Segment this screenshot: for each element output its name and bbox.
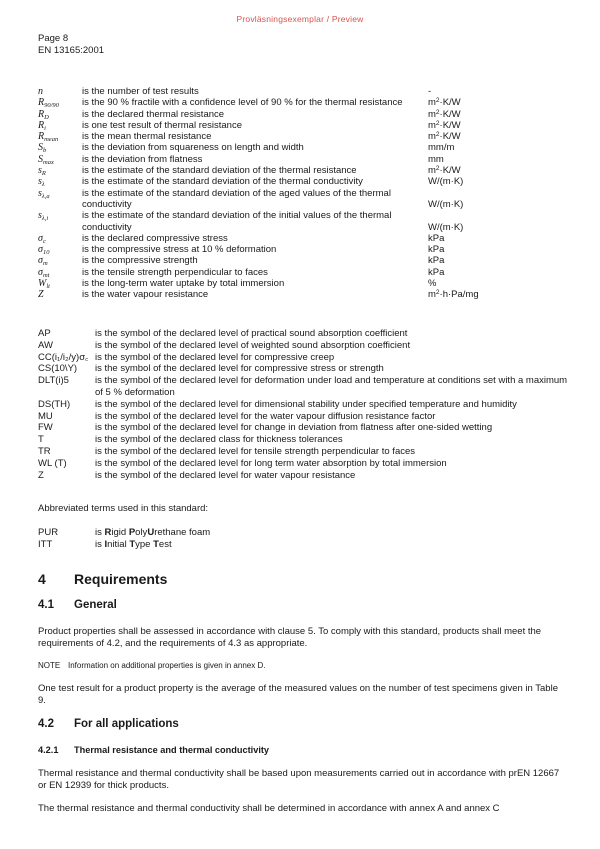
symbol: $s_{\lambda,a}$	[38, 187, 50, 200]
symbol-description: is the estimate of the standard deviation of the thermal resistance	[82, 165, 357, 177]
symbol-subscript: c	[42, 237, 46, 245]
section-heading-4-2-1	[38, 745, 269, 755]
paragraph-thermal-determination: The thermal resistance and thermal conductivity shall be determined in accordance with annex A and annex C	[38, 803, 500, 814]
symbol-unit: kPa	[428, 244, 445, 256]
symbol-description: is the water vapour resistance	[82, 289, 209, 301]
symbol-subscript: i	[44, 124, 46, 132]
symbol-row	[38, 188, 568, 211]
symbol-description: is the declared thermal resistance	[82, 108, 225, 120]
level-symbol: TR	[38, 445, 51, 457]
symbol-description: is the compressive strength	[82, 255, 198, 267]
level-description: is the symbol of the declared level for tensile strength perpendicular to faces	[95, 445, 416, 457]
symbol: $\sigma_{10}$	[38, 244, 50, 257]
unit-superscript: 2	[435, 165, 440, 173]
symbol-row	[38, 255, 568, 266]
note-text: Information on additional properties is given in annex D.	[68, 661, 266, 670]
level-symbol: MU	[38, 410, 53, 422]
section-number: 4	[38, 571, 46, 587]
level-row	[38, 375, 568, 399]
symbol-unit: -	[428, 86, 432, 97]
section-heading-4-1	[38, 599, 117, 611]
symbol-unit: %	[428, 278, 437, 290]
symbol: n	[38, 86, 43, 97]
symbol-unit: $m^2\cdot K/W$	[428, 165, 461, 177]
symbol-description: is the estimate of the standard deviation of the initial values of the thermal conductivity	[82, 210, 392, 233]
symbol: $\sigma_c$	[38, 232, 46, 245]
symbol-unit: kPa	[428, 255, 445, 267]
note	[38, 661, 265, 670]
page-header	[38, 33, 104, 56]
symbol-description: is the declared compressive stress	[82, 232, 228, 244]
symbol-subscript: max	[43, 158, 54, 166]
unit-superscript: 2	[435, 108, 440, 116]
symbol-row	[38, 289, 568, 300]
level-row	[38, 434, 568, 446]
standard-id: EN 13165:2001	[38, 44, 105, 56]
symbol-description: is one test result of thermal resistance	[82, 119, 242, 131]
level-row	[38, 328, 568, 340]
level-symbol: DS(TH)	[38, 398, 71, 410]
level-description: is the symbol of the declared level for compressive creep	[95, 351, 335, 363]
symbol: $R_{90/90}$	[38, 97, 59, 110]
symbol-row	[38, 97, 568, 108]
initial-letter: T	[129, 538, 136, 550]
note-label: NOTE	[38, 661, 61, 670]
level-symbol: CC(i₁/i₂/y)σ꜀	[38, 351, 89, 363]
level-description: is the symbol of the declared class for thickness tolerances	[95, 434, 343, 446]
symbol: $s_R$	[38, 165, 46, 178]
abbreviation-row	[38, 539, 210, 551]
level-description: is the symbol of the declared level for dimensional stability under specified temperature and humidity	[95, 398, 517, 410]
symbol-row	[38, 233, 568, 244]
page-number: Page 8	[38, 33, 69, 44]
symbol-unit: W/(m·K)	[428, 198, 464, 210]
symbol-subscript: 90/90	[44, 102, 59, 110]
symbol: $\sigma_{mt}$	[38, 266, 50, 279]
symbol-description: is the estimate of the standard deviation of the aged values of the thermal conductivity	[82, 187, 391, 210]
level-row	[38, 446, 568, 458]
unit-superscript: 2	[435, 97, 440, 105]
level-symbol: AW	[38, 339, 53, 351]
symbol-unit: mm	[428, 153, 444, 165]
level-description: is the symbol of the declared level for long term water absorption by total immersion	[95, 457, 447, 469]
unit-superscript: 2	[435, 289, 440, 297]
level-row	[38, 340, 568, 352]
symbol-row	[38, 165, 568, 176]
symbol-unit: $m^2\cdot K/W$	[428, 97, 461, 109]
section-title: Requirements	[74, 571, 168, 587]
level-row	[38, 399, 568, 411]
abbreviation-expansion: is Rigid PolyUrethane foam	[95, 527, 211, 538]
symbol-row	[38, 86, 568, 97]
level-symbol: Z	[38, 469, 44, 481]
section-number: 4.1	[38, 599, 54, 611]
level-description: is the symbol of the declared level for deformation under load and temperature at conditions set with a maximum of 5 % deformation	[95, 375, 568, 398]
level-description: is the symbol of the declared level for the water vapour diffusion resistance factor	[95, 410, 436, 422]
symbol-row	[38, 120, 568, 131]
symbol-unit: $m^2\cdot K/W$	[428, 108, 461, 120]
level-symbol: DLT(i)5	[38, 375, 69, 387]
abbreviation: PUR	[38, 527, 59, 538]
section-number: 4.2	[38, 718, 54, 730]
symbol-subscript: R	[41, 170, 46, 178]
initial-letter: R	[104, 527, 112, 538]
level-row	[38, 363, 568, 375]
symbol: $s_\lambda$	[38, 176, 45, 189]
paragraph-thermal-measurement: Thermal resistance and thermal conductivity shall be based upon measurements carried out in accordance with prEN 12667 or EN 12939 for thick products.	[38, 768, 560, 791]
level-description: is the symbol of the declared level for water vapour resistance	[95, 469, 356, 481]
level-row	[38, 352, 568, 364]
symbol-subscript: b	[43, 147, 47, 155]
symbol-subscript: mt	[42, 271, 50, 279]
symbol-row	[38, 244, 568, 255]
symbol-description: is the compressive stress at 10 % deformation	[82, 244, 277, 256]
level-row	[38, 470, 568, 482]
symbol-subscript: λ,a	[41, 192, 50, 200]
level-row	[38, 411, 568, 423]
symbol-subscript: λ,i	[41, 215, 49, 223]
level-symbol: FW	[38, 422, 53, 434]
symbol-subscript: λ	[41, 181, 45, 189]
symbol-description: is the estimate of the standard deviation of the thermal conductivity	[82, 176, 363, 188]
initial-letter: I	[104, 538, 108, 550]
symbol-unit: $m^2\cdot K/W$	[428, 131, 461, 143]
symbol-subscript: mean	[44, 136, 59, 144]
unit-superscript: 2	[435, 131, 440, 139]
abbreviation-row	[38, 527, 210, 539]
level-description: is the symbol of the declared level of weighted sound absorption coefficient	[95, 339, 411, 351]
symbol-description: is the mean thermal resistance	[82, 131, 212, 143]
section-number: 4.2.1	[38, 745, 59, 755]
level-symbol: WL (T)	[38, 457, 67, 469]
symbol-unit: kPa	[428, 266, 445, 278]
section-heading-4-2	[38, 718, 179, 730]
declared-levels-table	[38, 328, 568, 481]
symbol-row	[38, 142, 568, 153]
level-symbol: CS(10\Y)	[38, 363, 78, 375]
symbols-table	[38, 86, 568, 301]
symbol-description: is the 90 % fractile with a confidence level of 90 % for the thermal resistance	[82, 97, 403, 109]
symbol-description: is the deviation from squareness on length and width	[82, 142, 304, 154]
symbol-row	[38, 278, 568, 289]
abbreviations-table	[38, 527, 210, 551]
symbol-description: is the deviation from flatness	[82, 153, 203, 165]
symbol-row	[38, 109, 568, 120]
level-symbol: AP	[38, 328, 51, 339]
symbol-unit: kPa	[428, 232, 445, 244]
level-description: is the symbol of the declared level of practical sound absorption coefficient	[95, 328, 408, 339]
symbol-subscript: lt	[46, 283, 50, 291]
section-title: General	[74, 599, 117, 611]
symbol: $S_{max}$	[38, 153, 54, 166]
abbreviation-expansion: is Initial Type Test	[95, 538, 172, 550]
level-description: is the symbol of the declared level for compressive stress or strength	[95, 363, 384, 375]
preview-watermark: Provläsningsexemplar / Preview	[236, 14, 364, 24]
symbol-row	[38, 210, 568, 233]
paragraph-test-result: One test result for a product property is the average of the measured values on the number of test specimens given in Table 9.	[38, 683, 558, 706]
symbol-description: is the number of test results	[82, 86, 199, 97]
symbol-unit: W/(m·K)	[428, 176, 464, 188]
symbol-subscript: m	[42, 260, 48, 268]
initial-letter: T	[153, 538, 159, 550]
abbreviation: ITT	[38, 538, 53, 550]
level-description: is the symbol of the declared level for change in deviation from flatness after one-sided wetting	[95, 422, 493, 434]
symbol: $s_{\lambda,i}$	[38, 210, 49, 223]
level-row	[38, 422, 568, 434]
symbol-subscript: D	[44, 113, 49, 121]
symbol-unit: $m^2\cdot K/W$	[428, 119, 461, 131]
symbol-row	[38, 267, 568, 278]
level-symbol: T	[38, 434, 44, 446]
symbol: $W_{lt}$	[38, 278, 50, 291]
section-title: Thermal resistance and thermal conductivity	[74, 745, 270, 755]
symbol-description: is the long-term water uptake by total immersion	[82, 278, 285, 290]
abbreviations-intro: Abbreviated terms used in this standard:	[38, 503, 209, 514]
symbol-row	[38, 176, 568, 187]
section-heading-4	[38, 571, 167, 587]
symbol-unit: W/(m·K)	[428, 221, 464, 233]
symbol-description: is the tensile strength perpendicular to faces	[82, 266, 268, 278]
symbol: $\sigma_m$	[38, 255, 48, 268]
section-title: For all applications	[74, 718, 179, 730]
symbol-row	[38, 154, 568, 165]
paragraph-general: Product properties shall be assessed in accordance with clause 5. To comply with this standard, products shall meet the requirements of 4.2, and the requirements of 4.3 as appropriate.	[38, 626, 542, 649]
symbol-unit: mm/m	[428, 142, 455, 154]
symbol-subscript: 10	[42, 249, 50, 257]
symbol: $R_i$	[38, 119, 46, 132]
symbol: $R_D$	[38, 108, 49, 121]
symbol: $S_b$	[38, 142, 47, 155]
unit-superscript: 2	[435, 119, 440, 127]
symbol: Z	[38, 289, 44, 301]
symbol-unit: $m^2\cdot h\cdot Pa/mg$	[428, 289, 479, 301]
initial-letter: P	[128, 527, 136, 538]
level-row	[38, 458, 568, 470]
symbol-row	[38, 131, 568, 142]
symbol: $R_{mean}$	[38, 131, 59, 144]
initial-letter: U	[147, 527, 155, 538]
